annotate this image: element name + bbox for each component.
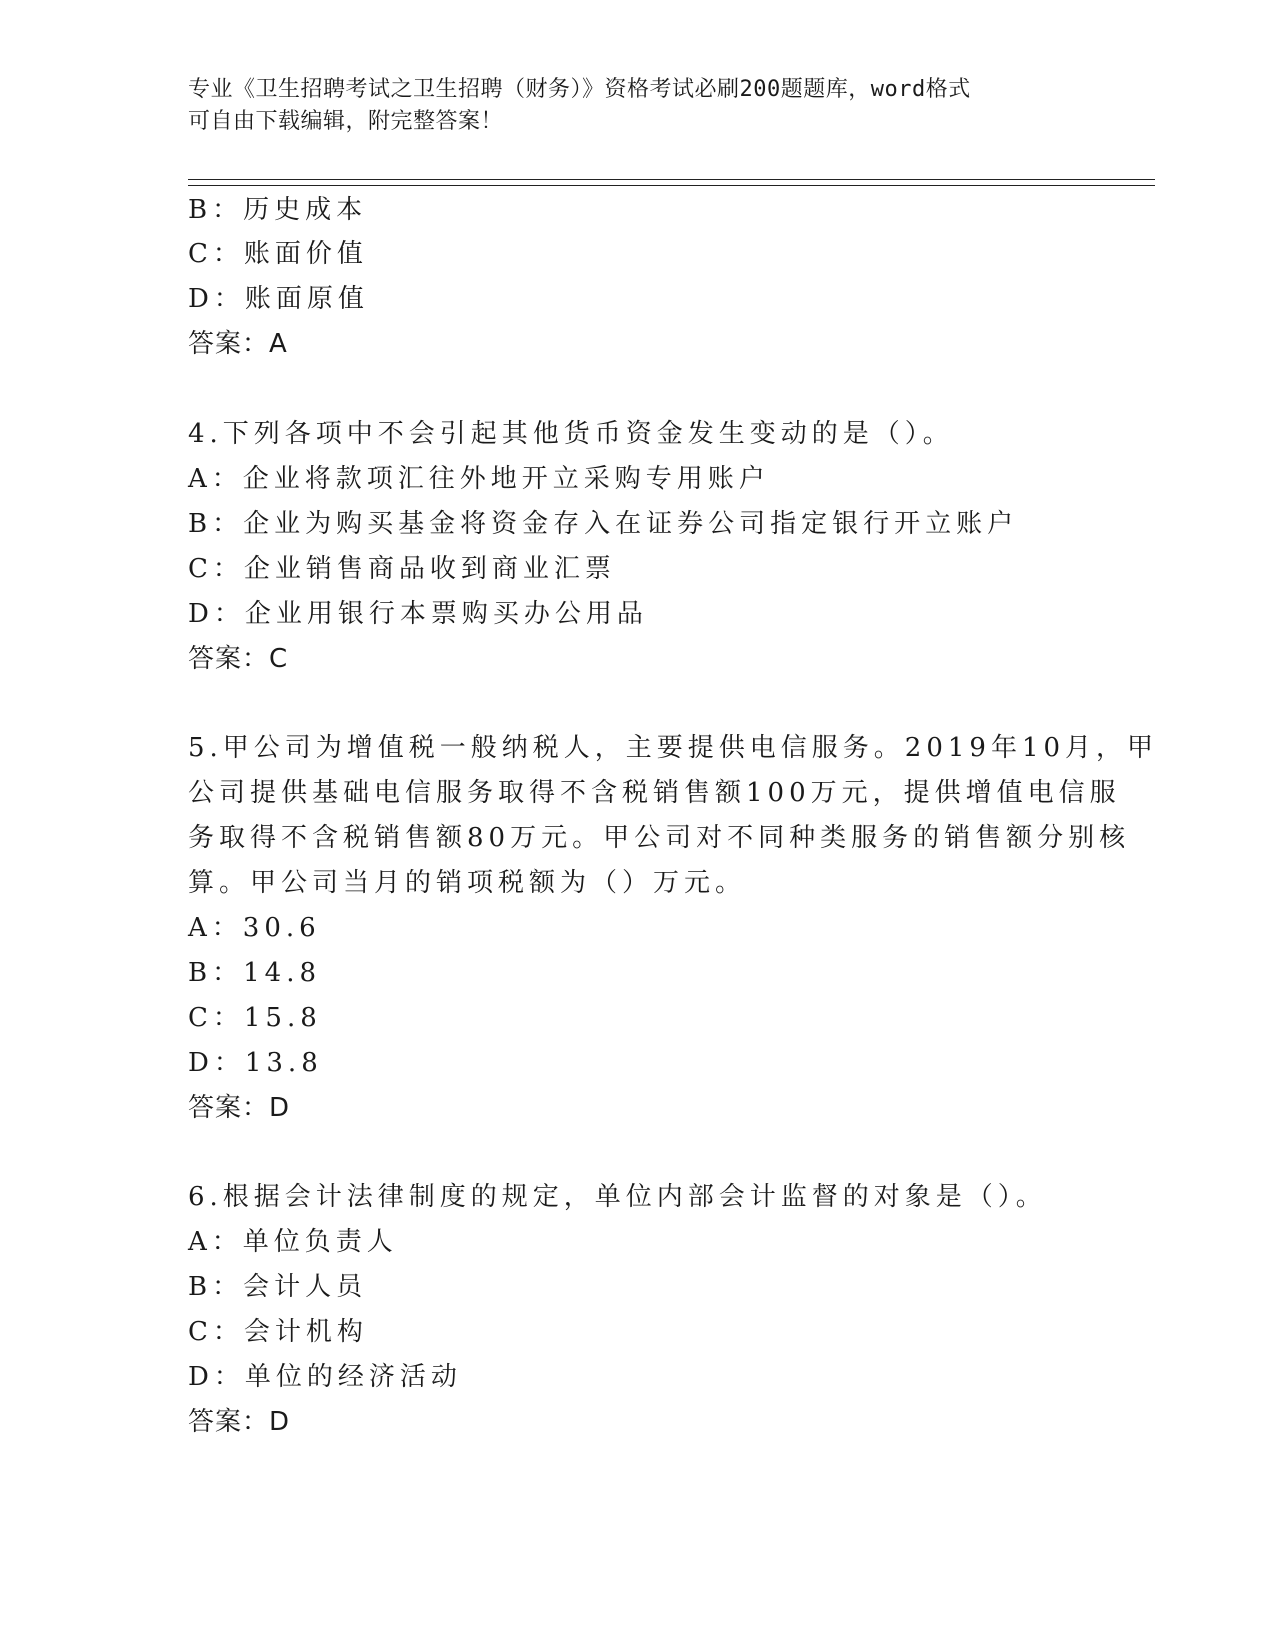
q5-option-b: B：14.8	[188, 958, 321, 988]
header-title-line-2: 可自由下载编辑，附完整答案！	[188, 109, 504, 134]
q6-option-c: C：会计机构	[188, 1317, 368, 1347]
document-header	[188, 74, 1088, 138]
q6-option-a: A：单位负责人	[188, 1227, 398, 1257]
q5-option-a: A：30.6	[188, 913, 321, 943]
header-divider-bottom	[188, 185, 1155, 186]
q5-option-c: C：15.8	[188, 1003, 322, 1033]
header-title-line-1: 专业《卫生招聘考试之卫生招聘（财务）》资格考试必刷200题题库，word格式	[188, 77, 971, 102]
q3-option-d: D：账面原值	[188, 284, 369, 314]
q6-answer: 答案：D	[188, 1407, 291, 1437]
q3-option-b: B：历史成本	[188, 195, 368, 225]
q4-stem: 4.下列各项中不会引起其他货币资金发生变动的是（）。	[188, 419, 954, 449]
q4-option-b: B：企业为购买基金将资金存入在证券公司指定银行开立账户	[188, 509, 1019, 539]
header-divider-top	[188, 179, 1155, 180]
q4-answer: 答案：C	[188, 644, 289, 674]
q5-option-d: D：13.8	[188, 1048, 323, 1078]
q5-stem-line-4: 算。甲公司当月的销项税额为（）万元。	[188, 868, 747, 898]
q4-option-d: D：企业用银行本票购买办公用品	[188, 599, 648, 629]
q4-option-c: C：企业销售商品收到商业汇票	[188, 554, 616, 584]
q5-stem-line-1: 5.甲公司为增值税一般纳税人，主要提供电信服务。2019年10月，甲	[188, 733, 1159, 763]
q4-option-a: A：企业将款项汇往外地开立采购专用账户	[188, 464, 770, 494]
q5-answer: 答案：D	[188, 1093, 291, 1123]
q6-stem: 6.根据会计法律制度的规定，单位内部会计监督的对象是（）。	[188, 1182, 1047, 1212]
q5-stem-line-3: 务取得不含税销售额80万元。甲公司对不同种类服务的销售额分别核	[188, 823, 1131, 853]
q6-option-d: D：单位的经济活动	[188, 1362, 462, 1392]
q5-stem-line-2: 公司提供基础电信服务取得不含税销售额100万元，提供增值电信服	[188, 778, 1121, 808]
q3-answer: 答案：A	[188, 329, 288, 359]
q6-option-b: B：会计人员	[188, 1272, 368, 1302]
q3-option-c: C：账面价值	[188, 239, 368, 269]
